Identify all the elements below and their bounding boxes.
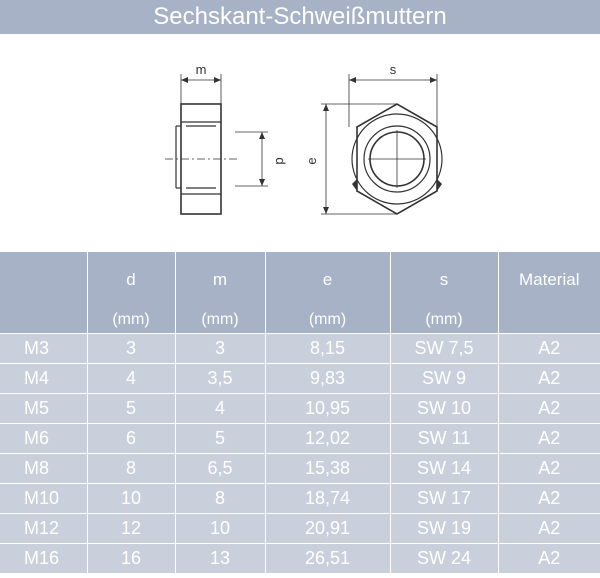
table-cell: 3 bbox=[175, 334, 265, 364]
table-cell: m bbox=[175, 252, 265, 307]
table-cell: M8 bbox=[0, 454, 87, 484]
table-cell: A2 bbox=[498, 514, 600, 544]
dimension-label-d: d bbox=[273, 157, 288, 165]
table-cell: M4 bbox=[0, 364, 87, 394]
table-cell: 20,91 bbox=[265, 514, 390, 544]
table-cell: M12 bbox=[0, 514, 87, 544]
table-cell: A2 bbox=[498, 424, 600, 454]
table-cell: SW 9 bbox=[390, 364, 498, 394]
table-row bbox=[0, 394, 600, 424]
table-header-row bbox=[0, 252, 600, 307]
table-cell: 9,83 bbox=[265, 364, 390, 394]
table-cell: 10 bbox=[175, 514, 265, 544]
table-cell: SW 14 bbox=[390, 454, 498, 484]
table-cell: 6,5 bbox=[175, 454, 265, 484]
dimension-label-m: m bbox=[195, 62, 207, 77]
table-cell: SW 11 bbox=[390, 424, 498, 454]
dimensions-table bbox=[0, 252, 600, 574]
table-cell: 16 bbox=[87, 544, 175, 574]
table-cell: s bbox=[390, 252, 498, 307]
nut-side-view bbox=[165, 74, 268, 214]
table-cell: SW 7,5 bbox=[390, 334, 498, 364]
dimension-label-e: e bbox=[304, 157, 319, 165]
table-cell: 3 bbox=[87, 334, 175, 364]
table-cell: SW 19 bbox=[390, 514, 498, 544]
table-cell: 15,38 bbox=[265, 454, 390, 484]
table-row bbox=[0, 424, 600, 454]
table-cell: M5 bbox=[0, 394, 87, 424]
table-cell: d bbox=[87, 252, 175, 307]
table-cell: M3 bbox=[0, 334, 87, 364]
table-cell bbox=[0, 307, 87, 334]
table-cell: 8 bbox=[175, 484, 265, 514]
dimension-label-s: s bbox=[389, 62, 397, 77]
table-row bbox=[0, 364, 600, 394]
table-row bbox=[0, 334, 600, 364]
table-cell: A2 bbox=[498, 544, 600, 574]
table-cell: A2 bbox=[498, 364, 600, 394]
table-cell: M10 bbox=[0, 484, 87, 514]
table-cell: (mm) bbox=[390, 307, 498, 334]
table-cell bbox=[0, 252, 87, 307]
table-cell: 13 bbox=[175, 544, 265, 574]
table-row bbox=[0, 484, 600, 514]
table-cell: SW 10 bbox=[390, 394, 498, 424]
table-cell: 12,02 bbox=[265, 424, 390, 454]
table-cell: (mm) bbox=[87, 307, 175, 334]
table-cell: A2 bbox=[498, 394, 600, 424]
table-units-row bbox=[0, 307, 600, 334]
table-cell: e bbox=[265, 252, 390, 307]
table-cell: 10 bbox=[87, 484, 175, 514]
table-cell: (mm) bbox=[175, 307, 265, 334]
table-cell: M6 bbox=[0, 424, 87, 454]
table-cell: 5 bbox=[87, 394, 175, 424]
table-cell: 4 bbox=[175, 394, 265, 424]
table-cell: A2 bbox=[498, 334, 600, 364]
table-cell: M16 bbox=[0, 544, 87, 574]
table-cell bbox=[498, 307, 600, 334]
table-cell: 26,51 bbox=[265, 544, 390, 574]
table-cell: (mm) bbox=[265, 307, 390, 334]
table-row bbox=[0, 514, 600, 544]
page-title: Sechskant-Schweißmuttern bbox=[0, 0, 600, 34]
table-row bbox=[0, 454, 600, 484]
table-cell: 5 bbox=[175, 424, 265, 454]
table-cell: SW 24 bbox=[390, 544, 498, 574]
table-cell: SW 17 bbox=[390, 484, 498, 514]
table-cell: 10,95 bbox=[265, 394, 390, 424]
table-row bbox=[0, 544, 600, 574]
table-cell: 6 bbox=[87, 424, 175, 454]
nut-front-view bbox=[321, 74, 442, 214]
table-cell: 8,15 bbox=[265, 334, 390, 364]
table-cell: Material bbox=[498, 252, 600, 307]
table-cell: A2 bbox=[498, 484, 600, 514]
table-cell: 12 bbox=[87, 514, 175, 544]
table-cell: 18,74 bbox=[265, 484, 390, 514]
table-cell: A2 bbox=[498, 454, 600, 484]
technical-drawing bbox=[0, 34, 600, 252]
table-cell: 4 bbox=[87, 364, 175, 394]
table-cell: 8 bbox=[87, 454, 175, 484]
table-cell: 3,5 bbox=[175, 364, 265, 394]
